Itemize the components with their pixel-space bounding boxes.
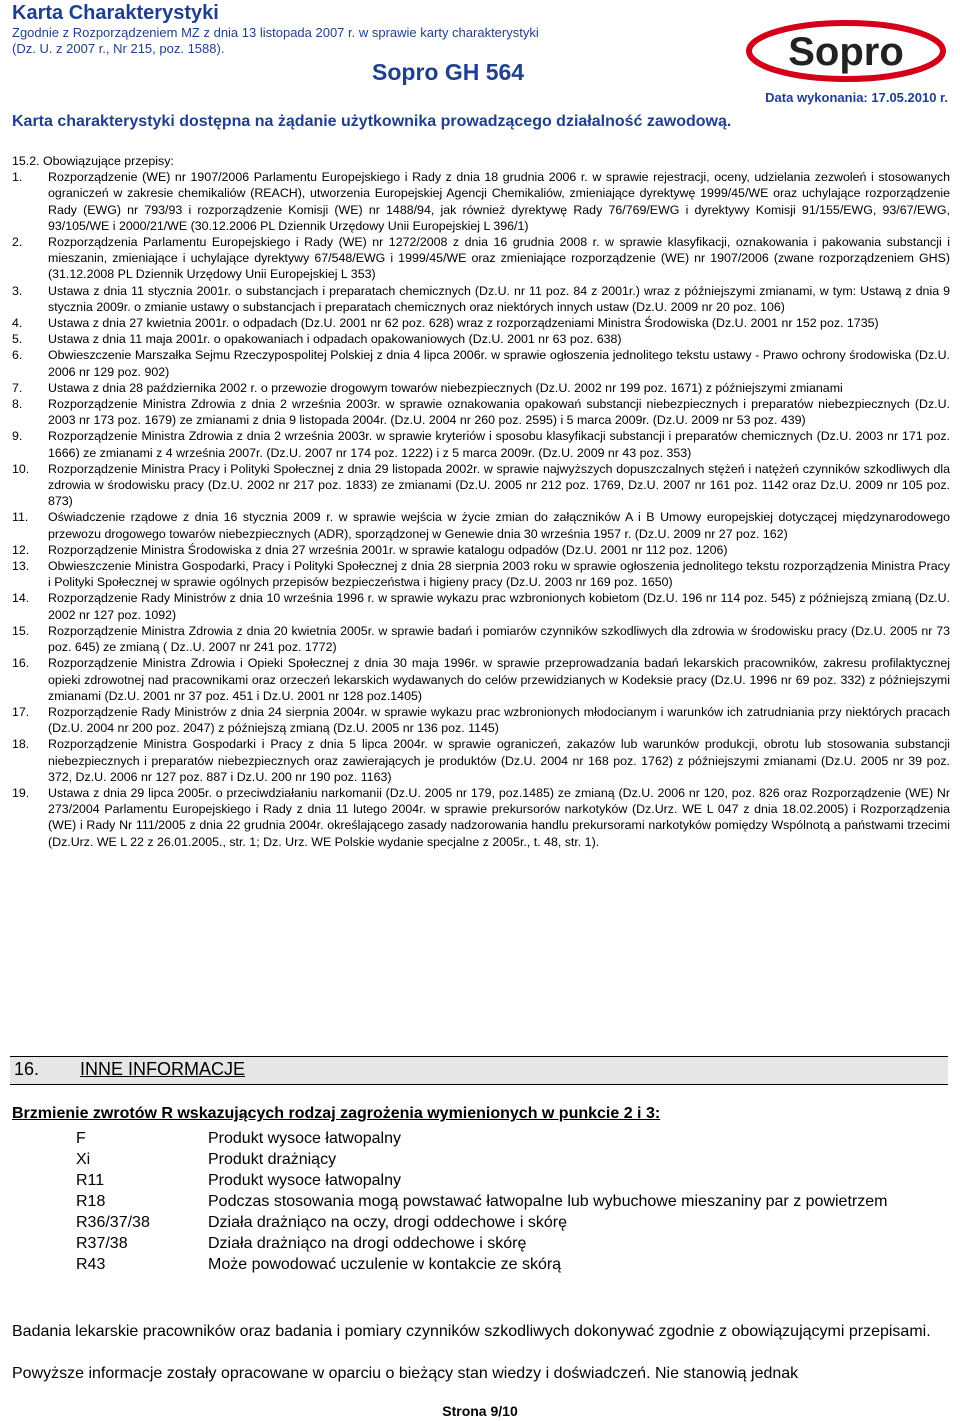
- regulation-item-text: Obwieszczenie Marszałka Sejmu Rzeczypospolitej Polskiej z dnia 4 lipca 2006r. w sprawie ogłoszenia jednolitego tekstu ustawy - Prawo ochrony środowiska (Dz.U. 2006 nr 129 poz. 902): [48, 348, 950, 379]
- regulation-item-text: Ustawa z dnia 11 maja 2001r. o opakowaniach i odpadach opakowaniowych (Dz.U. 2001 nr 63 poz. 638): [48, 332, 622, 347]
- regulation-item-text: Rozporządzenie Rady Ministrów z dnia 10 września 1996 r. w sprawie wykazu prac wzbronionych kobietom (Dz.U. 196 nr 114 poz. 545) z późniejszą zmianą (Dz.U. 2002 nr 127 poz. 1092): [48, 591, 950, 622]
- availability-note: Karta charakterystyki dostępna na żądanie użytkownika prowadzącego działalność zawodową.: [12, 113, 732, 130]
- regulation-item-text: Rozporządzenie Ministra Gospodarki i Pracy z dnia 5 lipca 2004r. w sprawie ograniczeń, zakazów lub warunków produkcji, obrotu lub stosowania substancji niebezpiecznych i preparatów niebezpiecznych oraz zawierających je produktów (Dz.U. 2004 nr 168 poz. 1762) z późniejszymi zmianami (Dz.U. 2005 nr 39 poz. 372, Dz.U. 2006 nr 127 poz. 887 i Dz.U. 200 nr 190 poz. 1163): [48, 737, 950, 784]
- regulation-item-text: Rozporządzenie Ministra Zdrowia z dnia 2 września 2003r. w sprawie oznakowania opakowań substancji niebezpiecznych i preparatów niebezpiecznych (Dz.U. 2003 nr 173 poz. 1679) ze zmianami z dnia 9 listopada 2004r. (Dz.U. 2004 nr 260 poz. 2595) i 5 marca 2009r. (Dz.U. 2009 nr 53 poz. 439): [48, 397, 950, 428]
- regulation-item-text: Ustawa z dnia 28 października 2002 r. o przewozie drogowym towarów niebezpiecznych (Dz.U. 2002 nr 199 poz. 1671) z późniejszymi zmianami: [48, 380, 843, 395]
- regulation-item: [12, 542, 950, 558]
- regulation-item: [12, 509, 950, 541]
- regulation-item-number: 6.: [12, 348, 23, 363]
- regulation-item-text: Ustawa z dnia 11 stycznia 2001r. o substancjach i preparatach chemicznych (Dz.U. nr 11 poz. 84 z 2001r.) wraz z późniejszymi zmianami, w tym: Ustawą z dnia 9 stycznia 2009r. o zmianie ustawy o substancjach i preparatach chemicznych oraz niektórych innych ustaw (Dz.U. 2009 nr 20 poz. 106): [48, 283, 950, 314]
- regulation-item-text: Rozporządzenie Ministra Zdrowia i Opieki Społecznej z dnia 30 maja 1996r. w sprawie przeprowadzania badań lekarskich pracowników, zakresu profilaktycznej opieki zdrowotnej nad pracownikami oraz orzeczeń lekarskich wydawanych do celów przewidzianych w Kodeksie pracy (Dz.U. 1996 nr 69 poz. 332) z późniejszymi zmianami (Dz.U. 2001 nr 37 poz. 451 i Dz.U. 2001 nr 128 poz.1405): [48, 656, 950, 703]
- r-phrase-description: Może powodować uczulenie w kontakcie ze skórą: [208, 1256, 562, 1273]
- regulations-list: [12, 169, 950, 850]
- r-phrase-description: Produkt drażniący: [208, 1151, 337, 1168]
- regulation-item: [12, 331, 950, 347]
- regulation-item: [12, 704, 950, 736]
- section-15-2-heading: [12, 153, 950, 169]
- r-phrase-description: Działa drażniąco na oczy, drogi oddechowe i skórę: [208, 1214, 568, 1231]
- regulation-item: [12, 558, 950, 590]
- r-phrase-code: F: [76, 1130, 86, 1147]
- regulation-item-number: 5.: [12, 332, 23, 347]
- product-name: Sopro GH 564: [372, 59, 525, 85]
- r-phrase-description: Działa drażniąco na drogi oddechowe i skórę: [208, 1235, 527, 1252]
- logo-text: Sopro: [788, 30, 904, 74]
- r-phrase-description: Podczas stosowania mogą powstawać łatwopalne lub wybuchowe mieszaniny par z powietrzem: [208, 1193, 888, 1210]
- regulation-item-number: 19.: [12, 785, 30, 800]
- r-phrase-description: Produkt wysoce łatwopalny: [208, 1172, 401, 1189]
- regulation-item: [12, 347, 950, 379]
- regulation-item: [12, 234, 950, 283]
- r-phrase-code: R36/37/38: [76, 1214, 150, 1231]
- r-phrases-heading: Brzmienie zwrotów R wskazujących rodzaj zagrożenia wymienionych w punkcie 2 i 3:: [12, 1105, 661, 1122]
- regulation-item-text: Rozporządzenie Ministra Środowiska z dnia 27 września 2001r. w sprawie katalogu odpadów (Dz.U. 2001 nr 112 poz. 1206): [48, 542, 728, 557]
- regulation-item: [12, 169, 950, 234]
- regulation-item-text: Rozporządzenie Ministra Zdrowia z dnia 2 września 2003r. w sprawie kryteriów i sposobu klasyfikacji substancji i preparatów chemicznych (Dz.U. 2003 nr 171 poz. 1666) ze zmianami z 4 września 2007r. (Dz.U. 2007 nr 174 poz. 1222) i z 5 marca 2009r. (Dz.U. 2009 nr 43 poz. 353): [48, 429, 950, 460]
- r-phrases-table: [76, 1128, 950, 1275]
- regulation-item-text: Rozporządzenie Rady Ministrów z dnia 24 sierpnia 2004r. w sprawie wykazu prac wzbronionych młodocianym i warunków ich zatrudniania przy niektórych pracach (Dz.U. 2004 nr 200 poz. 2047) z późniejszą zmianą (Dz.U. 2005 nr 136 poz. 1145): [48, 704, 950, 736]
- regulation-item-number: 10.: [12, 461, 30, 476]
- regulation-item: [12, 736, 950, 785]
- regulation-item: [12, 590, 950, 622]
- regulation-item-number: 15.: [12, 623, 30, 638]
- regulation-subtitle-line2: (Dz. U. z 2007 r., Nr 215, poz. 1588).: [12, 41, 225, 56]
- regulation-item-text: Ustawa z dnia 29 lipca 2005r. o przeciwdziałaniu narkomanii (Dz.U. 2005 nr 179, poz.1485) ze zmianą (Dz.U. 2006 nr 120, poz. 826 oraz Rozporządzenie (WE) Nr 273/2004 Parlamentu Europejskiego i Rady z dnia 11 lutego 2004r. w sprawie prekursorów narkotyków (Dz.Urz. WE L 047 z dnia 18.02.2005) i Rozporządzenia (WE) i Rady Nr 111/2005 z dnia 22 grudnia 2004r. określającego zasady nadzorowania handlu prekursorami narkotyków pomiędzy Wspólnotą a państwami trzecimi (Dz.Urz. WE L 22 z 26.01.2005., str. 1; Dz. Urz. WE Polskie wydanie specjalne z 2005r., t. 48, str. 1).: [48, 785, 950, 849]
- regulation-item-number: 17.: [12, 704, 30, 719]
- regulation-item: [12, 461, 950, 510]
- regulation-item-number: 1.: [12, 170, 23, 185]
- creation-date: Data wykonania: 17.05.2010 r.: [765, 90, 948, 105]
- regulation-item-number: 3.: [12, 283, 23, 298]
- section-15-2-number: 15.2.: [12, 154, 40, 168]
- r-phrase-row: [76, 1191, 950, 1212]
- r-phrase-code: R43: [76, 1256, 106, 1273]
- section-16-number: 16.: [14, 1059, 40, 1079]
- regulation-item: [12, 428, 950, 460]
- sopro-logo: [746, 20, 946, 82]
- regulation-item-text: Rozporządzenie Ministra Pracy i Polityki Społecznej z dnia 29 listopada 2002r. w sprawie najwyższych dopuszczalnych stężeń i natężeń czynników szkodliwych dla zdrowia w środowisku pracy (Dz.U. 2002 nr 217 poz. 1833) ze zmianami (Dz.U. 2005 nr 212 poz. 1769, Dz.U. 2007 nr 161 poz. 1142 oraz Dz.U. 2009 nr 105 poz. 873): [48, 461, 950, 509]
- document-title: Karta Charakterystyki: [12, 2, 219, 24]
- regulation-item: [12, 785, 950, 850]
- regulation-item-text: Oświadczenie rządowe z dnia 16 stycznia 2009 r. w sprawie wejścia w życie zmian do załączników A i B Umowy europejskiej dotyczącej międzynarodowego przewozu drogowego towarów niebezpiecznych (ADR), sporządzonej w Genewie dnia 30 września 1957 r. (Dz.U. 2009 nr 27 poz. 162): [48, 510, 950, 541]
- regulation-item-text: Rozporządzenia Parlamentu Europejskiego i Rady (WE) nr 1272/2008 z dnia 16 grudnia 2008 r. w sprawie klasyfikacji, oznakowania i pakowania substancji i mieszanin, zmieniające i uchylające dyrektywy 67/548/EWG i 1999/45/WE oraz zmieniające rozporządzenie (WE) nr 1907/2006 (zwane rozporządzeniem GHS) (31.12.2008 PL Dziennik Urzędowy Unii Europejskiej L 353): [48, 235, 950, 282]
- regulation-item-number: 4.: [12, 316, 23, 331]
- regulation-item-number: 13.: [12, 559, 30, 574]
- r-phrase-code: R18: [76, 1193, 106, 1210]
- regulation-subtitle-line1: Zgodnie z Rozporządzeniem MZ z dnia 13 listopada 2007 r. w sprawie karty charakterystyki: [12, 25, 539, 40]
- regulation-item: [12, 655, 950, 704]
- regulation-item-number: 2.: [12, 235, 23, 250]
- regulation-item: [12, 623, 950, 655]
- regulation-item: [12, 315, 950, 331]
- regulation-item-number: 11.: [12, 510, 29, 525]
- r-phrase-row: [76, 1233, 950, 1254]
- regulation-item-number: 12.: [12, 542, 30, 557]
- medical-exams-paragraph: Badania lekarskie pracowników oraz badania i pomiary czynników szkodliwych dokonywać zgodnie z obowiązującymi przepisami.: [12, 1323, 931, 1340]
- regulation-item-text: Ustawa z dnia 27 kwietnia 2001r. o odpadach (Dz.U. 2001 nr 62 poz. 628) wraz z rozporządzeniami Ministra Środowiska (Dz.U. 2001 nr 152 poz. 1735): [48, 316, 879, 331]
- r-phrase-code: Xi: [76, 1151, 91, 1168]
- regulation-item-number: 16.: [12, 656, 30, 671]
- regulation-item: [12, 380, 950, 396]
- r-phrase-row: [76, 1128, 950, 1149]
- regulation-item-number: 14.: [12, 591, 30, 606]
- r-phrase-row: [76, 1254, 950, 1275]
- r-phrase-code: R37/38: [76, 1235, 128, 1252]
- page-number: Strona 9/10: [442, 1403, 518, 1419]
- regulation-item-text: Rozporządzenie Ministra Zdrowia z dnia 20 kwietnia 2005r. w sprawie badań i pomiarów czynników szkodliwych dla zdrowia w środowisku pracy (Dz.U. 2005 nr 73 poz. 645) ze zmianą ( Dz..U. 2007 nr 241 poz. 1772): [48, 623, 950, 655]
- regulation-item: [12, 283, 950, 315]
- r-phrase-row: [76, 1149, 950, 1170]
- r-phrase-code: R11: [76, 1172, 105, 1189]
- section-15-2-label: Obowiązujące przepisy:: [43, 154, 174, 168]
- regulation-item: [12, 396, 950, 428]
- regulation-item-number: 18.: [12, 737, 30, 752]
- r-phrase-row: [76, 1212, 950, 1233]
- section-15-2: [12, 153, 950, 850]
- r-phrase-row: [76, 1170, 950, 1191]
- regulation-item-number: 9.: [12, 429, 23, 444]
- disclaimer-paragraph: Powyższe informacje zostały opracowane w oparciu o bieżący stan wiedzy i doświadczeń. Nie stanowią jednak: [12, 1365, 799, 1382]
- regulation-item-number: 8.: [12, 397, 23, 412]
- r-phrase-description: Produkt wysoce łatwopalny: [208, 1130, 401, 1147]
- regulation-item-text: Obwieszczenie Ministra Gospodarki, Pracy i Polityki Społecznej z dnia 28 sierpnia 2003 roku w sprawie ogłoszenia jednolitego tekstu rozporządzenia Ministra Pracy i Polityki Społecznej w sprawie ogólnych przepisów bezpieczeństwa i higieny pracy (Dz.U. 2003 nr 169 poz. 1650): [48, 559, 950, 590]
- regulation-item-number: 7.: [12, 380, 23, 395]
- regulation-item-text: Rozporządzenie (WE) nr 1907/2006 Parlamentu Europejskiego i Rady z dnia 18 grudnia 2006 r. w sprawie rejestracji, oceny, udzielania zezwoleń i stosowanych ograniczeń w zakresie chemikaliów (REACH), utworzenia Europejskiej Agencji Chemikaliów, zmieniające dyrektywę 1999/45/WE oraz uchylające rozporządzenie Rady (EWG) nr 793/93 i rozporządzenie Komisji (WE) nr 1488/94, jak również dyrektywę Rady 76/769/EWG i dyrektywy Komisji 91/155/EWG, 93/67/EWG, 93/105/WE i 2000/21/WE (30.12.2006 PL Dziennik Urzędowy Unii Europejskiej L 396/1): [48, 170, 950, 233]
- section-16-title: INNE INFORMACJE: [80, 1059, 246, 1079]
